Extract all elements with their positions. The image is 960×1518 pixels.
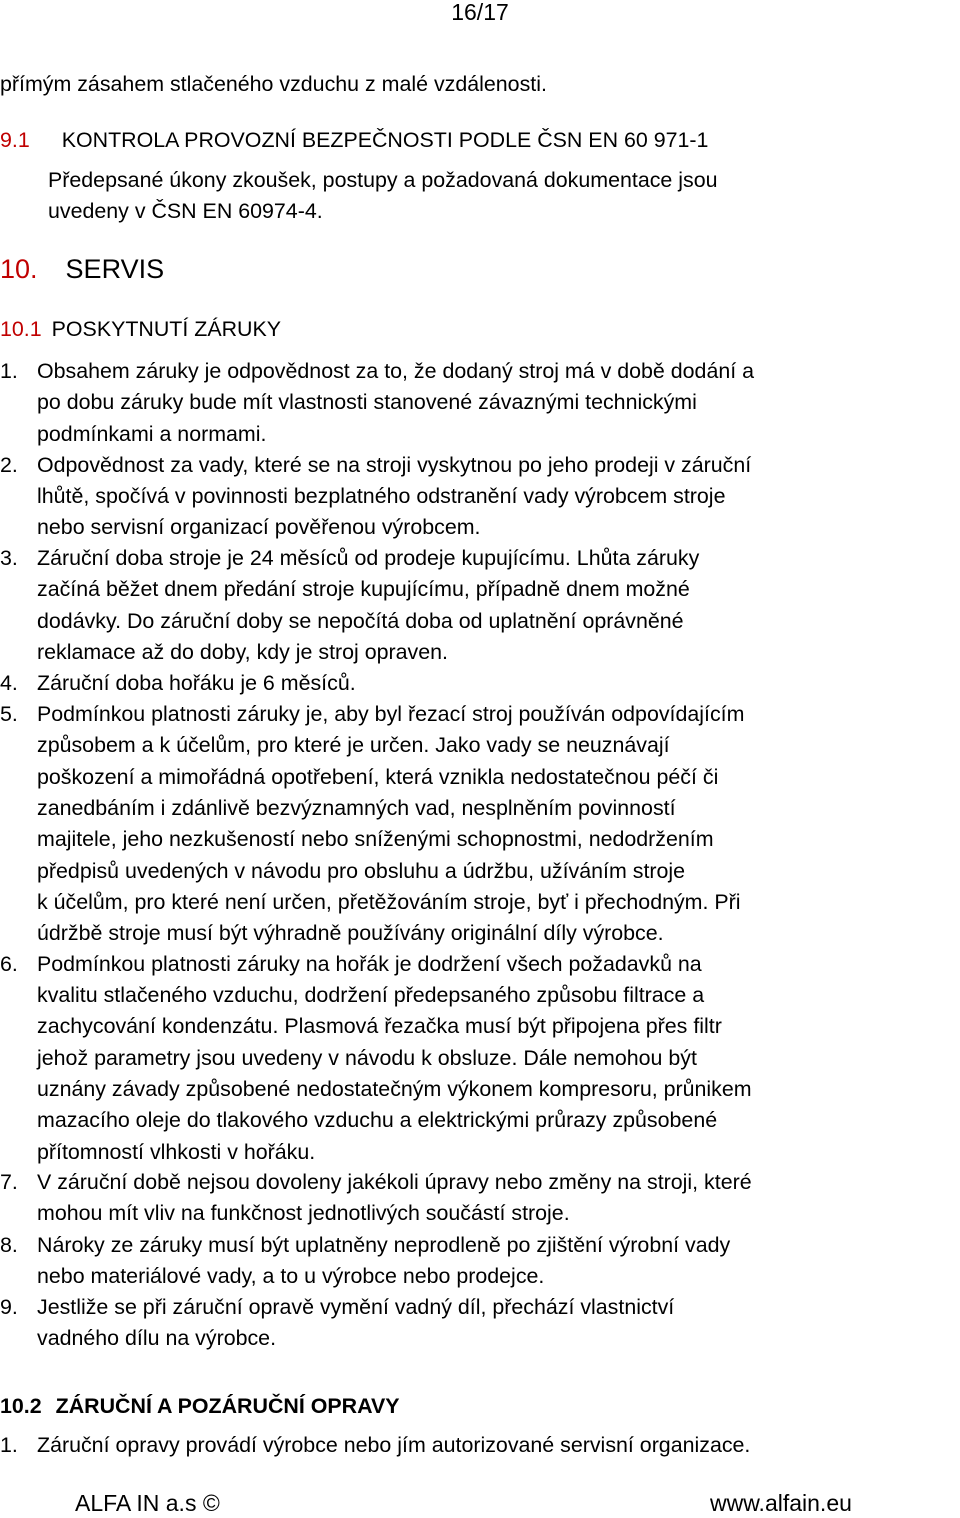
list-item-line: vadného dílu na výrobce. [37, 1326, 277, 1351]
section-10-1-heading [0, 314, 940, 345]
list-item-line: předpisů uvedených v návodu pro obsluhu a údržbu, užíváním stroje [37, 858, 686, 883]
list-item-number: 4. [0, 671, 18, 695]
section-9-1-body-line: Předepsané úkony zkoušek, postupy a požadovaná dokumentace jsou [48, 168, 718, 192]
list-item-number: 8. [0, 1232, 18, 1257]
list-item [0, 1230, 946, 1293]
list-item-line: Záruční doba hořáku je 6 měsíců. [37, 671, 356, 695]
list-item [0, 949, 946, 1168]
list-item [0, 1430, 946, 1461]
list-item-number: 9. [0, 1295, 18, 1319]
list-item-line: jehož parametry jsou uvedeny v návodu k obsluze. Dále nemohou být [37, 1045, 697, 1070]
list-item [0, 543, 946, 668]
list-item-line: nebo materiálové vady, a to u výrobce nebo prodejce. [37, 1263, 545, 1288]
list-item-text [37, 1430, 946, 1461]
section-10-2-heading [0, 1391, 940, 1422]
list-item-number: 6. [0, 951, 18, 976]
list-item-text [37, 356, 946, 450]
list-item-line: Záruční doba stroje je 24 měsíců od prodeje kupujícímu. Lhůta záruky [37, 546, 700, 571]
section-number: 9.1 [0, 128, 30, 152]
section-number: 10.2 [0, 1394, 42, 1418]
list-item-line: k účelům, pro které není určen, přetěžováním stroje, byť i přechodným. Při [37, 889, 741, 914]
list-item-line: lhůtě, spočívá v povinnosti bezplatného odstranění vady výrobcem stroje [37, 483, 726, 508]
section-number: 10.1 [0, 317, 42, 341]
list-item-text [37, 543, 946, 668]
list-item-line: majitele, jeho nezkušeností nebo sníženými schopnostmi, nedodržením [37, 827, 714, 852]
section-title: ZÁRUČNÍ A POZÁRUČNÍ OPRAVY [55, 1394, 400, 1418]
list-item-line: mazacího oleje do tlakového vzduchu a elektrickými průrazy způsobené [37, 1108, 718, 1133]
list-item-line: začíná běžet dnem předání stroje kupujícímu, případně dnem možné [37, 577, 690, 602]
list-item [0, 1292, 946, 1355]
list-item-line: Jestliže se při záruční opravě vymění vadný díl, přechází vlastnictví [37, 1295, 675, 1319]
list-item-text [37, 1292, 946, 1355]
list-item-line: Podmínkou platnosti záruky je, aby byl řezací stroj používán odpovídajícím [37, 702, 745, 727]
footer-company: ALFA IN a.s © [75, 1490, 220, 1516]
intro-line: přímým zásahem stlačeného vzduchu z malé vzdálenosti. [0, 72, 547, 96]
list-item-line: údržbě stroje musí být výhradně používány originální díly výrobce. [37, 921, 664, 946]
list-item-line: po dobu záruky bude mít vlastnosti stanovené závaznými technickými [37, 390, 697, 415]
list-item [0, 668, 946, 699]
list-item [0, 699, 946, 949]
list-item-line: kvalitu stlačeného vzduchu, dodržení předepsaného způsobu filtrace a [37, 983, 705, 1008]
list-item-number: 7. [0, 1170, 18, 1195]
list-item-line: přítomností vlhkosti v hořáku. [37, 1139, 316, 1164]
section-number: 10. [0, 254, 38, 284]
list-item-line: reklamace až do doby, kdy je stroj opraven. [37, 640, 448, 665]
list-item-text [37, 949, 946, 1168]
list-item-line: Obsahem záruky je odpovědnost za to, že dodaný stroj má v době dodání a [37, 359, 755, 383]
list-item-line: nebo servisní organizací pověřenou výrobcem. [37, 515, 481, 540]
section-10-heading [0, 252, 940, 286]
list-item-number: 2. [0, 452, 18, 477]
list-item-number: 1. [0, 359, 18, 383]
section-title: POSKYTNUTÍ ZÁRUKY [51, 317, 282, 341]
list-item-line: Nároky ze záruky musí být uplatněny neprodleně po zjištění výrobní vady [37, 1232, 731, 1257]
list-item [0, 1167, 946, 1230]
list-item [0, 356, 946, 450]
list-item-line: uznány závady způsobené nedostatečným výkonem kompresoru, průnikem [37, 1076, 752, 1101]
list-item-line: podmínkami a normami. [37, 421, 267, 446]
list-item-text [37, 1167, 946, 1230]
list-item-text [37, 668, 946, 699]
section-title: SERVIS [65, 254, 165, 284]
list-item [0, 450, 946, 544]
list-item-line: mohou mít vliv na funkčnost jednotlivých součástí stroje. [37, 1201, 570, 1226]
section-9-1-heading [0, 125, 940, 156]
list-item-line: Záruční opravy provádí výrobce nebo jím autorizované servisní organizace. [37, 1433, 751, 1457]
list-item-number: 5. [0, 702, 18, 727]
list-item-text [37, 1230, 946, 1293]
list-item-line: způsobem a k účelům, pro které je určen. Jako vady se neuznávají [37, 733, 670, 758]
list-item-text [37, 699, 946, 949]
list-item-line: zachycování kondenzátu. Plasmová řezačka musí být připojena přes filtr [37, 1014, 722, 1039]
list-item-line: V záruční době nejsou dovoleny jakékoli úpravy nebo změny na stroji, které [37, 1170, 752, 1195]
list-item-text [37, 450, 946, 544]
list-item-number: 3. [0, 546, 18, 571]
list-item-line: Podmínkou platnosti záruky na hořák je dodržení všech požadavků na [37, 951, 702, 976]
footer-website: www.alfain.eu [710, 1490, 852, 1516]
list-item-line: Odpovědnost za vady, které se na stroji vyskytnou po jeho prodeji v záruční [37, 452, 752, 477]
list-item-line: zanedbáním i zdánlivě bezvýznamných vad, nesplněním povinností [37, 796, 676, 821]
list-item-line: dodávky. Do záruční doby se nepočítá doba od uplatnění oprávněné [37, 608, 684, 633]
list-item-number: 1. [0, 1433, 18, 1457]
section-9-1-body-line: uvedeny v ČSN EN 60974-4. [48, 199, 323, 223]
section-title: KONTROLA PROVOZNÍ BEZPEČNOSTI PODLE ČSN EN 60 971-1 [61, 128, 709, 152]
page-number: 16/17 [451, 0, 509, 25]
list-item-line: poškození a mimořádná opotřebení, která vznikla nedostatečnou péčí či [37, 764, 719, 789]
